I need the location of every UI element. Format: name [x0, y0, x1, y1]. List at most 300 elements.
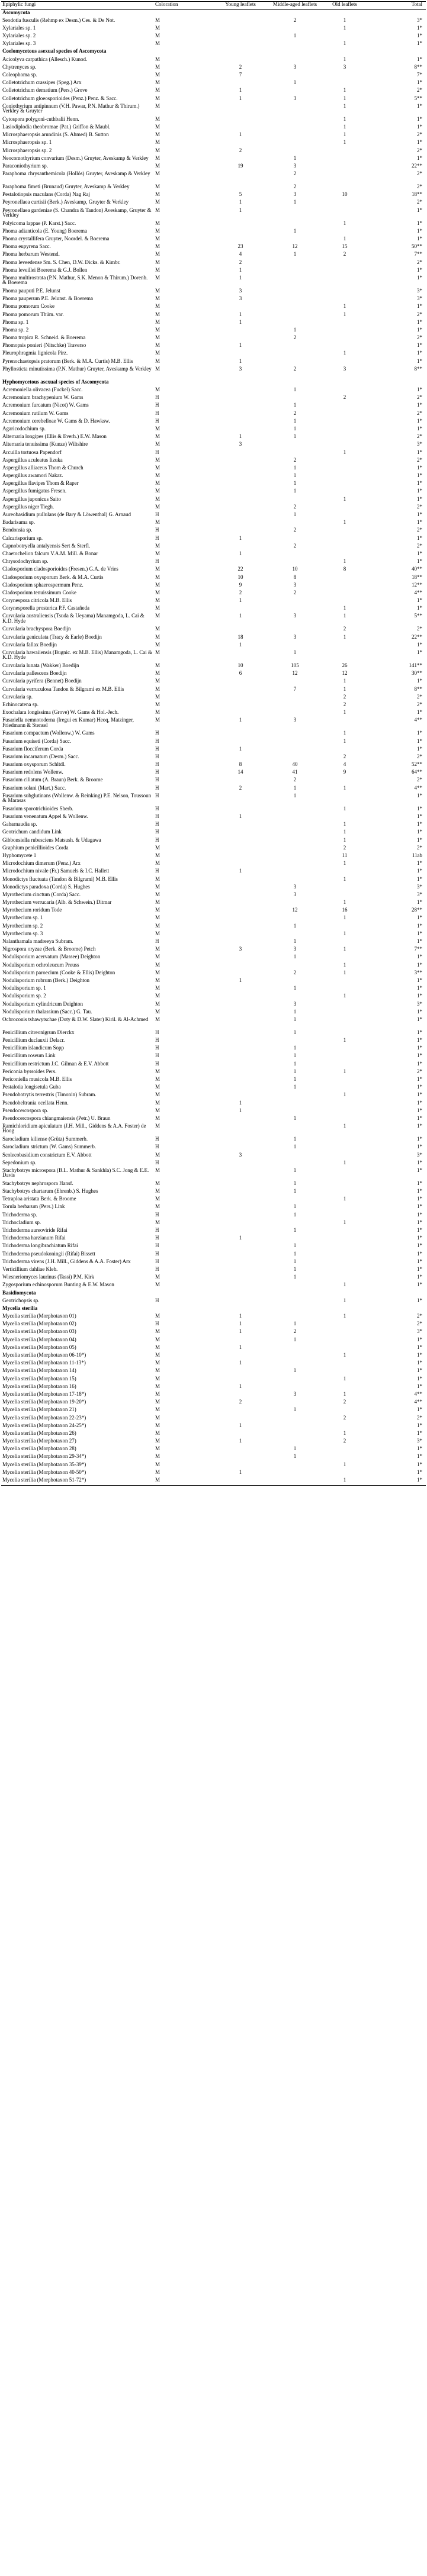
- old-count: 1: [343, 686, 346, 692]
- total-count: 1*: [417, 488, 422, 494]
- species-name: Arcuilla tortuosa Papendorf: [2, 449, 62, 455]
- middle-aged-count: [270, 296, 320, 304]
- young-count: [211, 626, 270, 634]
- old-count: 16: [342, 907, 348, 913]
- table-row: [1, 1108, 426, 1116]
- middle-aged-count: 2: [293, 590, 297, 595]
- table-row: [1, 702, 426, 710]
- middle-aged-count: [270, 1282, 320, 1290]
- table-row: [1, 156, 426, 163]
- young-count: [211, 236, 270, 244]
- coloration: M: [155, 116, 160, 122]
- species-name: Curvularia fallax Boedijn: [2, 642, 57, 648]
- total-count: 1*: [417, 465, 422, 471]
- total-count: 30**: [412, 671, 422, 677]
- table-row: [1, 543, 426, 551]
- old-count: 1: [343, 1376, 346, 1382]
- species-name: Microsphaeropsis sp. 2: [2, 147, 52, 153]
- coloration: H: [155, 762, 159, 768]
- old-count: [320, 717, 370, 730]
- middle-aged-count: 1: [293, 80, 297, 86]
- old-count: [320, 268, 370, 275]
- total-count: [370, 379, 426, 387]
- species-name: Myrothecium sp. 2: [2, 923, 43, 929]
- old-count: 1: [343, 822, 346, 827]
- old-count: 1: [343, 304, 346, 310]
- coloration: M: [155, 907, 160, 913]
- total-count: 3**: [414, 970, 422, 975]
- total-count: 1*: [417, 1077, 422, 1082]
- section-title: Basidiomycota: [2, 1290, 36, 1296]
- table-row: [1, 65, 426, 72]
- total-count: 4**: [414, 785, 422, 791]
- table-row: [1, 559, 426, 566]
- young-count: 3: [239, 296, 242, 302]
- coloration: M: [155, 520, 160, 526]
- young-count: [211, 350, 270, 358]
- middle-aged-count: [270, 117, 320, 124]
- middle-aged-count: [270, 1477, 320, 1485]
- coloration: M: [155, 220, 160, 226]
- coloration: M: [155, 1391, 160, 1397]
- table-row: [1, 1384, 426, 1392]
- young-count: [211, 1337, 270, 1345]
- old-count: 1: [343, 829, 346, 835]
- table-body: [1, 10, 426, 1486]
- total-count: 1*: [417, 116, 422, 122]
- coloration: M: [155, 1100, 160, 1106]
- table-row: [1, 442, 426, 449]
- table-row: [1, 275, 426, 288]
- middle-aged-count: [270, 140, 320, 147]
- total-count: 1*: [417, 1123, 422, 1129]
- total-count: 1*: [417, 837, 422, 843]
- old-count: 1: [343, 88, 346, 94]
- total-count: 2*: [417, 434, 422, 440]
- coloration: M: [155, 1446, 160, 1452]
- young-count: 14: [237, 769, 243, 775]
- species-name: Mycelia sterilia (Morphotaxon 51-72*): [1, 1477, 154, 1485]
- old-count: 1: [343, 930, 346, 936]
- middle-aged-count: 2: [293, 504, 297, 510]
- species-name: Acremonium cerebelloae W. Gams & D. Hawksw.: [2, 418, 110, 424]
- total-count: 2*: [417, 335, 422, 341]
- species-name: Monodictys fluctuata (Tandon & Bilgrami) M.B. Ellis: [2, 876, 118, 882]
- middle-aged-count: [270, 1235, 320, 1243]
- middle-aged-count: [270, 260, 320, 268]
- old-count: 1: [343, 559, 346, 565]
- young-count: 1: [239, 1329, 242, 1335]
- young-count: [211, 1407, 270, 1415]
- coloration: M: [155, 884, 160, 890]
- total-count: 7**: [414, 252, 422, 257]
- young-count: [211, 730, 270, 738]
- table-row: [1, 221, 426, 228]
- middle-aged-count: [270, 1360, 320, 1368]
- young-count: [211, 25, 270, 33]
- coloration: H: [155, 806, 159, 812]
- old-count: 26: [342, 663, 348, 668]
- species-name: Penicillium islandicum Sopp: [2, 1045, 64, 1051]
- table-row: [1, 268, 426, 275]
- young-count: [211, 304, 270, 311]
- young-count: 19: [237, 163, 243, 169]
- young-count: 1: [239, 717, 242, 723]
- young-count: [211, 184, 270, 192]
- young-count: [211, 33, 270, 41]
- young-count: [211, 1477, 270, 1485]
- old-count: [320, 1446, 370, 1454]
- coloration: M: [155, 25, 160, 31]
- species-name: Peyronellaea curtisii (Berk.) Aveskamp, Gruyter & Verkley: [2, 199, 129, 205]
- middle-aged-count: [270, 1384, 320, 1392]
- total-count: 1*: [417, 140, 422, 146]
- total-count: 1*: [417, 473, 422, 479]
- young-count: [211, 606, 270, 613]
- young-count: [211, 1220, 270, 1228]
- species-name: Nodulisporium sp. 1: [2, 986, 46, 991]
- total-count: 3*: [417, 1329, 422, 1335]
- total-count: 1*: [417, 710, 422, 716]
- young-count: [211, 1446, 270, 1454]
- total-count: 1*: [417, 1251, 422, 1257]
- total-count: 7*: [417, 72, 422, 78]
- species-name: Nodulisporium acervatum (Massee) Deighton: [2, 954, 101, 960]
- young-count: 2: [239, 1399, 242, 1405]
- total-count: 2*: [417, 88, 422, 94]
- table-row: [1, 418, 426, 426]
- young-count: [211, 861, 270, 868]
- middle-aged-count: [270, 838, 320, 845]
- middle-aged-count: 1: [293, 1077, 297, 1082]
- old-count: 2: [343, 845, 346, 851]
- middle-aged-count: 2: [293, 17, 297, 23]
- middle-aged-count: 1: [293, 228, 297, 234]
- coloration: M: [155, 642, 160, 648]
- coloration: M: [155, 900, 160, 906]
- coloration: H: [155, 1321, 159, 1327]
- species-name: Phoma pauperum P.E. Jelunst. & Boerema: [2, 296, 93, 302]
- total-count: 1*: [417, 1009, 422, 1015]
- old-count: [320, 590, 370, 598]
- middle-aged-count: [270, 72, 320, 80]
- middle-aged-count: [270, 288, 320, 296]
- middle-aged-count: [270, 868, 320, 876]
- middle-aged-count: 1: [293, 793, 297, 798]
- old-count: [320, 954, 370, 962]
- species-name: Phoma sp. 2: [2, 327, 29, 333]
- table-row: [1, 327, 426, 335]
- table-row: [1, 746, 426, 754]
- coloration: M: [155, 192, 160, 198]
- total-count: 1*: [417, 56, 422, 62]
- old-count: [320, 228, 370, 236]
- old-count: [320, 575, 370, 582]
- table-row: [1, 132, 426, 140]
- young-count: 7: [239, 72, 242, 78]
- old-count: [320, 1116, 370, 1123]
- table-row: [1, 923, 426, 931]
- middle-aged-count: 1: [293, 155, 297, 161]
- middle-aged-count: [270, 1100, 320, 1108]
- young-count: 1: [239, 132, 242, 138]
- total-count: [370, 10, 426, 18]
- table-row: [1, 80, 426, 88]
- total-count: 1*: [417, 923, 422, 929]
- table-row: [1, 762, 426, 769]
- section-header-row: [1, 379, 426, 387]
- old-count: 1: [343, 140, 346, 146]
- total-count: 1*: [417, 80, 422, 86]
- species-name: Phoma crystallifera Gruyter, Noordel. & Boerema: [2, 236, 110, 242]
- coloration: M: [155, 1415, 160, 1421]
- species-name: Corynespora citricola M.B. Ellis: [2, 598, 72, 604]
- young-count: [211, 954, 270, 962]
- coloration: H: [155, 1029, 159, 1035]
- table-row: [1, 33, 426, 41]
- young-count: 1: [239, 199, 242, 205]
- old-count: [320, 335, 370, 343]
- middle-aged-count: [270, 962, 320, 970]
- total-count: 1*: [417, 1461, 422, 1467]
- old-count: [320, 411, 370, 418]
- table-row: [1, 117, 426, 124]
- middle-aged-count: [270, 739, 320, 746]
- header-young-leaflets: Young leaflets: [211, 2, 270, 10]
- coloration: M: [155, 671, 160, 677]
- table-row: [1, 1470, 426, 1477]
- species-name: Curvularia pyrifera (Bennet) Boedijn: [2, 678, 82, 684]
- old-count: [320, 343, 370, 350]
- coloration: M: [155, 163, 160, 169]
- coloration: M: [155, 434, 160, 440]
- young-count: [211, 1038, 270, 1045]
- young-count: 1: [239, 319, 242, 325]
- coloration: M: [155, 1313, 160, 1319]
- table-row: [1, 1454, 426, 1461]
- middle-aged-count: 1: [293, 939, 297, 944]
- young-count: [211, 1454, 270, 1461]
- coloration: H: [155, 1045, 159, 1051]
- total-count: 1*: [417, 418, 422, 424]
- old-count: [320, 892, 370, 900]
- section-title: Mycelia sterilia: [2, 1305, 38, 1311]
- middle-aged-count: 1: [293, 1454, 297, 1460]
- old-count: 1: [343, 17, 346, 23]
- old-count: 1: [343, 496, 346, 502]
- coloration: [154, 1306, 211, 1313]
- young-count: [211, 426, 270, 434]
- old-count: 1: [343, 132, 346, 138]
- young-count: [211, 1144, 270, 1152]
- coloration: M: [155, 343, 160, 349]
- middle-aged-count: [270, 10, 320, 18]
- old-count: [320, 1061, 370, 1069]
- coloration: M: [155, 986, 160, 991]
- table-row: [1, 25, 426, 33]
- total-count: 2*: [417, 504, 422, 510]
- table-row: [1, 1009, 426, 1017]
- old-count: 1: [343, 730, 346, 736]
- species-name: Aspergillus alliaceus Thom & Church: [2, 465, 84, 471]
- young-count: [211, 335, 270, 343]
- page: [1, 1, 426, 2570]
- old-count: 2: [343, 252, 346, 257]
- young-count: 2: [239, 64, 242, 70]
- young-count: [211, 559, 270, 566]
- middle-aged-count: 2: [293, 970, 297, 975]
- coloration: M: [155, 1180, 160, 1186]
- young-count: [211, 1298, 270, 1306]
- young-count: [211, 497, 270, 504]
- table-row: [1, 1431, 426, 1438]
- total-count: 3*: [417, 1152, 422, 1158]
- middle-aged-count: 1: [293, 1212, 297, 1218]
- table-row: [1, 512, 426, 520]
- total-count: 18**: [412, 574, 422, 580]
- middle-aged-count: [270, 88, 320, 95]
- middle-aged-count: 12: [292, 671, 298, 677]
- young-count: [211, 1009, 270, 1017]
- table-row: [1, 1061, 426, 1069]
- table-row: [1, 536, 426, 543]
- table-row: [1, 148, 426, 156]
- species-name: Pseudobotrytis terrestris (Timonin) Subram.: [2, 1092, 97, 1098]
- middle-aged-count: [270, 320, 320, 327]
- total-count: 1*: [417, 155, 422, 161]
- young-count: [211, 465, 270, 473]
- young-count: 10: [237, 574, 243, 580]
- species-name: Xylariales sp. 1: [2, 25, 36, 31]
- coloration: M: [155, 1084, 160, 1090]
- coloration: H: [155, 1243, 159, 1249]
- young-count: 1: [239, 343, 242, 349]
- table-row: [1, 304, 426, 311]
- total-count: 12**: [412, 582, 422, 588]
- middle-aged-count: [270, 822, 320, 829]
- middle-aged-count: 3: [293, 717, 297, 723]
- young-count: [211, 527, 270, 535]
- young-count: 1: [239, 814, 242, 819]
- total-count: 1*: [417, 900, 422, 906]
- middle-aged-count: 1: [293, 1204, 297, 1210]
- table-row: [1, 1337, 426, 1345]
- young-count: [211, 1181, 270, 1189]
- species-name: Phoma leveillei Boerema & G.J. Bollen: [2, 267, 88, 273]
- middle-aged-count: 2: [293, 410, 297, 416]
- young-count: [211, 892, 270, 900]
- young-count: [211, 939, 270, 946]
- species-name: Curvularia sp.: [2, 694, 33, 700]
- table-row: [1, 1017, 426, 1030]
- old-count: [320, 746, 370, 754]
- middle-aged-count: 1: [293, 1251, 297, 1257]
- middle-aged-count: [270, 1313, 320, 1321]
- table-row: [1, 582, 426, 590]
- old-count: [320, 148, 370, 156]
- table-row: [1, 635, 426, 642]
- old-count: [320, 884, 370, 892]
- total-count: 1*: [417, 1136, 422, 1142]
- species-name: Mycelia sterilia (Morphotaxon 14): [2, 1368, 76, 1374]
- young-count: 1: [239, 1383, 242, 1389]
- species-name: Torula herbarum (Pers.) Link: [2, 1204, 65, 1210]
- table-row: [1, 1092, 426, 1100]
- young-count: 1: [239, 1438, 242, 1444]
- table-row: [1, 1321, 426, 1329]
- total-count: 1*: [417, 220, 422, 226]
- total-count: 1*: [417, 1212, 422, 1218]
- old-count: 1: [343, 837, 346, 843]
- old-count: [320, 1267, 370, 1274]
- coloration: M: [155, 64, 160, 70]
- total-count: 40**: [412, 566, 422, 572]
- middle-aged-count: [270, 606, 320, 613]
- table-row: [1, 1181, 426, 1189]
- old-count: [320, 1423, 370, 1431]
- coloration: H: [155, 1212, 159, 1218]
- coloration: M: [155, 1152, 160, 1158]
- species-name: Alternaria tenuissima (Kunze) Wiltshire: [2, 442, 88, 447]
- old-count: [320, 1407, 370, 1415]
- old-count: 1: [343, 738, 346, 744]
- young-count: [211, 1431, 270, 1438]
- young-count: [211, 1462, 270, 1470]
- young-count: 1: [239, 88, 242, 94]
- old-count: 1: [343, 350, 346, 356]
- middle-aged-count: 2: [293, 457, 297, 463]
- species-name: Phoma multirostrata (P.N. Mathur, S.K. Menon & Thirum.) Dorenb. & Boerema: [2, 275, 148, 286]
- middle-aged-count: [270, 268, 320, 275]
- total-count: 1*: [417, 387, 422, 392]
- section-title: Hyphomycetous asexual species of Ascomycota: [2, 379, 109, 385]
- coloration: H: [155, 418, 159, 424]
- middle-aged-count: 1: [293, 1274, 297, 1280]
- middle-aged-count: [270, 275, 320, 288]
- middle-aged-count: [270, 642, 320, 650]
- species-name: Microdochium nivale (Fr.) Samuels & I.C. Hallett: [2, 868, 110, 874]
- table-row: [1, 907, 426, 915]
- total-count: 2*: [417, 457, 422, 463]
- old-count: 2: [343, 395, 346, 401]
- species-name: Ramichloridium apiculatum (J.H. Mill., Giddens & A.A. Foster) de Hoog: [2, 1123, 146, 1134]
- coloration: M: [155, 1383, 160, 1389]
- young-count: 1: [239, 1344, 242, 1350]
- total-count: 2*: [417, 147, 422, 153]
- old-count: [320, 1306, 370, 1313]
- coloration: M: [155, 566, 160, 572]
- young-count: [211, 387, 270, 395]
- coloration: M: [155, 207, 160, 213]
- species-name: Aspergillus fumigatus Fresen.: [2, 488, 67, 494]
- total-count: 18**: [412, 192, 422, 198]
- total-count: 1*: [417, 861, 422, 867]
- young-count: 1: [239, 1360, 242, 1366]
- species-name: Microdochium dimerum (Penz.) Arx: [2, 861, 81, 867]
- species-name: Mycelia sterilia (Morphotaxon 24-25*): [2, 1422, 86, 1428]
- coloration: H: [155, 1266, 159, 1272]
- header-middle-aged-leaflets: Middle-aged leaflets: [270, 2, 320, 10]
- species-name: Acremonium brachypenium W. Gams: [2, 395, 84, 401]
- table-row: [1, 566, 426, 574]
- coloration: M: [155, 465, 160, 471]
- total-count: 1*: [417, 559, 422, 565]
- young-count: [211, 124, 270, 132]
- table-row: [1, 892, 426, 900]
- young-count: 1: [239, 746, 242, 752]
- old-count: [320, 598, 370, 606]
- table-row: [1, 1196, 426, 1204]
